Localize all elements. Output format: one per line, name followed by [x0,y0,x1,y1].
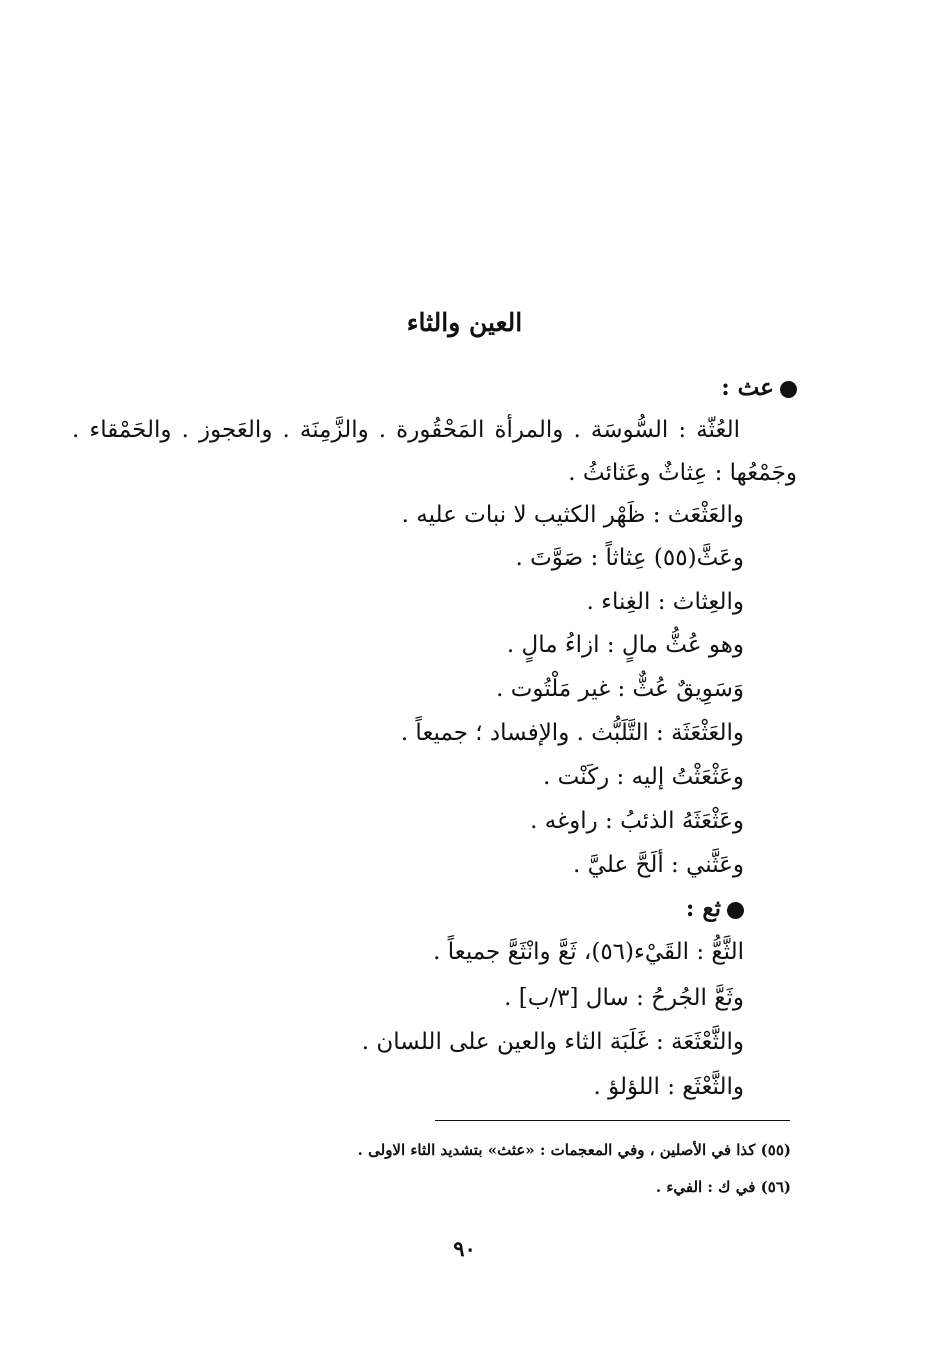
chapter-title: العين والثاء [406,308,523,337]
page-number: ٩٠ [453,1236,476,1261]
entry-line: وجَمْعُها : عِثاثٌ وعَثائثُ . [568,460,797,486]
entry-line: وعَثَّ(٥٥) عِثاثاً : صَوَّتَ . [515,545,744,571]
entry-line: وَسَوِيقٌ عُثٌّ : غير مَلْتُوت . [496,676,744,702]
bullet-icon [727,902,744,919]
entry-line: الثَّعُّ : القَيْء(٥٦)، ثَعَّ وانْثَعَّ جميعاً . [433,939,744,965]
entry-line: والثَّعْثَعَة : غَلَبَة الثاء والعين على اللسان . [361,1029,744,1055]
footnote: (٥٦) في ك : الفيء . [655,1178,791,1196]
entry-line: والثَّعْثَع : اللؤلؤ . [593,1074,744,1100]
entry-line: وعَثَّني : ألَحَّ عليَّ . [573,852,744,878]
entry-heading-text: عث : [721,374,774,401]
footnote: (٥٥) كذا في الأصلين ، وفي المعجمات : «عثث» بتشديد الثاء الاولى . [357,1141,791,1159]
bullet-icon [780,381,797,398]
entry-line: وعَثْعَثْتُ إليه : ركَنْت . [543,764,744,790]
entry-line: وثَعَّ الجُرحُ : سال [٣/ب] . [504,985,744,1011]
entry-line: والعَثْعَث : ظَهْر الكثيب لا نبات عليه . [401,502,744,528]
entry-line: العُثّة : السُّوسَة . والمرأة المَحْقُورة . والزَّمِنَة . والعَجوز . والحَمْقاء . [72,417,740,443]
entry-line: والعَثْعَثَة : التَّلَبُّث . والإفساد ؛ جميعاً . [400,720,744,746]
entry-line: وهو عُثُّ مالٍ : ازاءُ مالٍ . [506,632,744,658]
entry-heading-ayn-tha [721,371,797,405]
entry-line: والعِثاث : الغِناء . [586,589,744,615]
entry-line: وعَثْعَثَهُ الذئبُ : راوغه . [530,808,744,834]
footnote-divider [435,1120,790,1121]
entry-heading-text: ثع : [685,895,721,922]
entry-heading-tha-ayn [686,892,744,926]
